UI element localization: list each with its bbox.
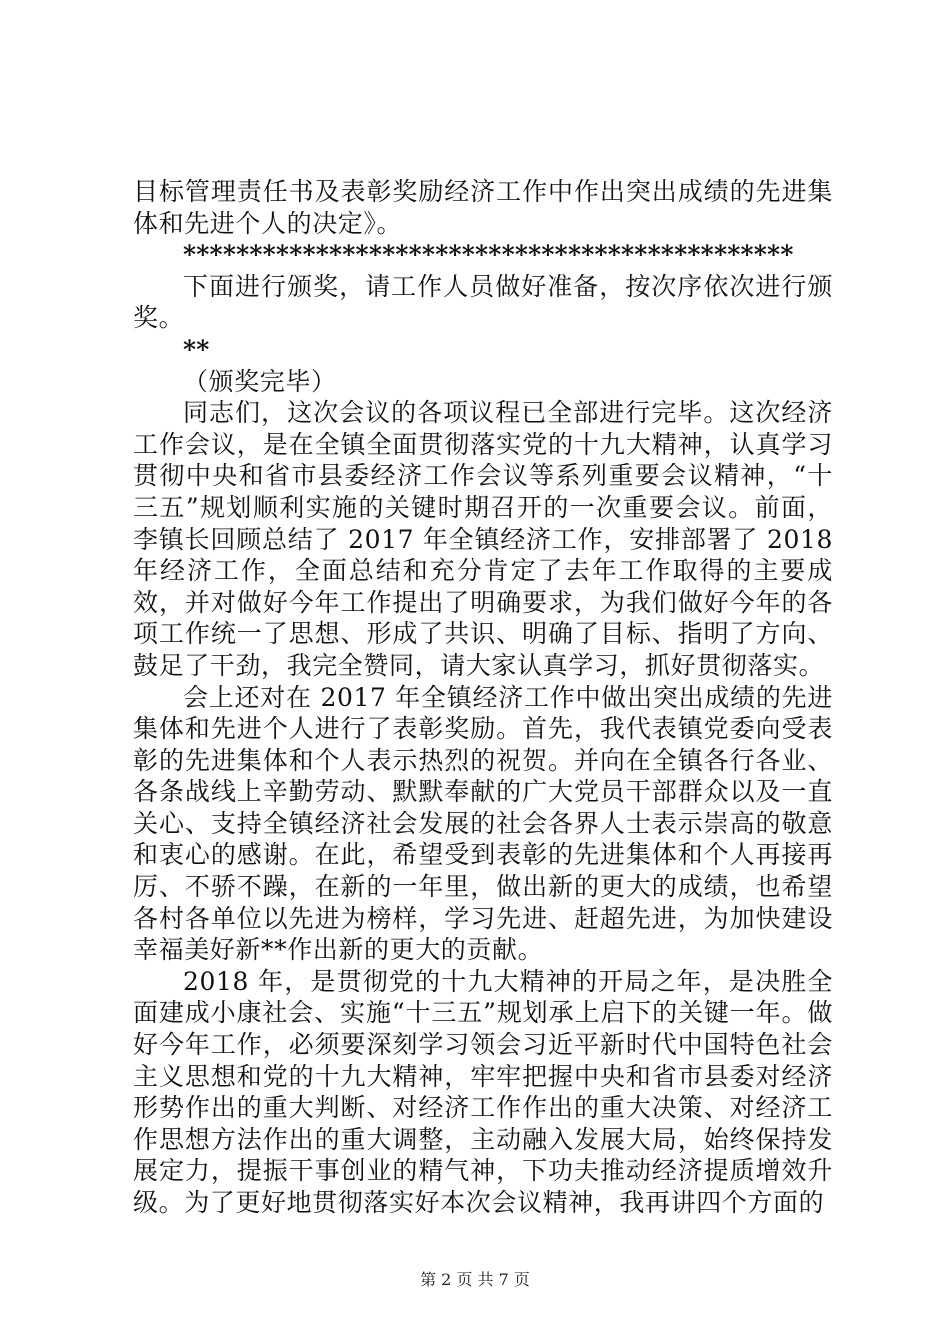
page-footer [0,1267,950,1290]
paragraph-2018: 2018 年，是贯彻党的十九大精神的开局之年，是决胜全面建成小康社会、实施“十三五”规划承上启下的关键一年。做好今年工作，必须要深刻学习领会习近平新时代中国特色社会主义思想和党的十九大精神，牢牢把握中央和省市县委对经济形势作出的重大判断、对经济工作作出的重大决策、对经济工作思想方法作出的重大调整，主动融入发展大局，始终保持发展定力，提振干事创业的精气神，下功夫推动经济提质增效升级。为了更好地贯彻落实好本次会议精神，我再讲四个方面的 [133,966,833,1217]
separator-asterisks-short: ** [183,334,210,364]
paragraph-award-announcement: 下面进行颁奖，请工作人员做好准备，按次序依次进行颁奖。 [133,271,833,333]
paragraph-commendation: 会上还对在 2017 年全镇经济工作中做出突出成绩的先进集体和先进个人进行了表彰奖励。首先，我代表镇党委向受表彰的先进集体和个人表示热烈的祝贺。并向在全镇各行各业、各条战线上辛勤劳动、默默奉献的广大党员干部群众以及一直关心、支持全镇经济社会发展的社会各界人士表示崇高的敬意和衷心的感谢。在此，希望受到表彰的先进集体和个人再接再厉、不骄不躁，在新的一年里，做出新的更大的成绩，也希望各村各单位以先进为榜样，学习先进、赶超先进，为加快建设幸福美好新**作出新的更大的贡献。 [133,682,833,965]
paragraph-award-finished: （颁奖完毕） [183,366,337,396]
paragraph-continuation: 目标管理责任书及表彰奖励经济工作中作出突出成绩的先进集体和先进个人的决定》。 [133,177,833,238]
document-body [133,176,833,1219]
page-number-label: 第 2 页 共 7 页 [420,1270,530,1289]
separator-asterisks: ********************************************** [183,240,794,270]
paragraph-comrades: 同志们，这次会议的各项议程已全部进行完毕。这次经济工作会议，是在全镇全面贯彻落实党的十九大精神，认真学习贯彻中央和省市县委经济工作会议等系列重要会议精神，“十三五”规划顺利实施的关键时期召开的一次重要会议。前面，李镇长回顾总结了 2017 年全镇经济工作，安排部署了 2018 年经济工作，全面总结和充分肯定了去年工作取得的主要成效，并对做好今年工作提出了明确要求，为我们做好今年的各项工作统一了思想、形成了共识、明确了目标、指明了方向、鼓足了干劲，我完全赞同，请大家认真学习，抓好贯彻落实。 [133,398,833,680]
